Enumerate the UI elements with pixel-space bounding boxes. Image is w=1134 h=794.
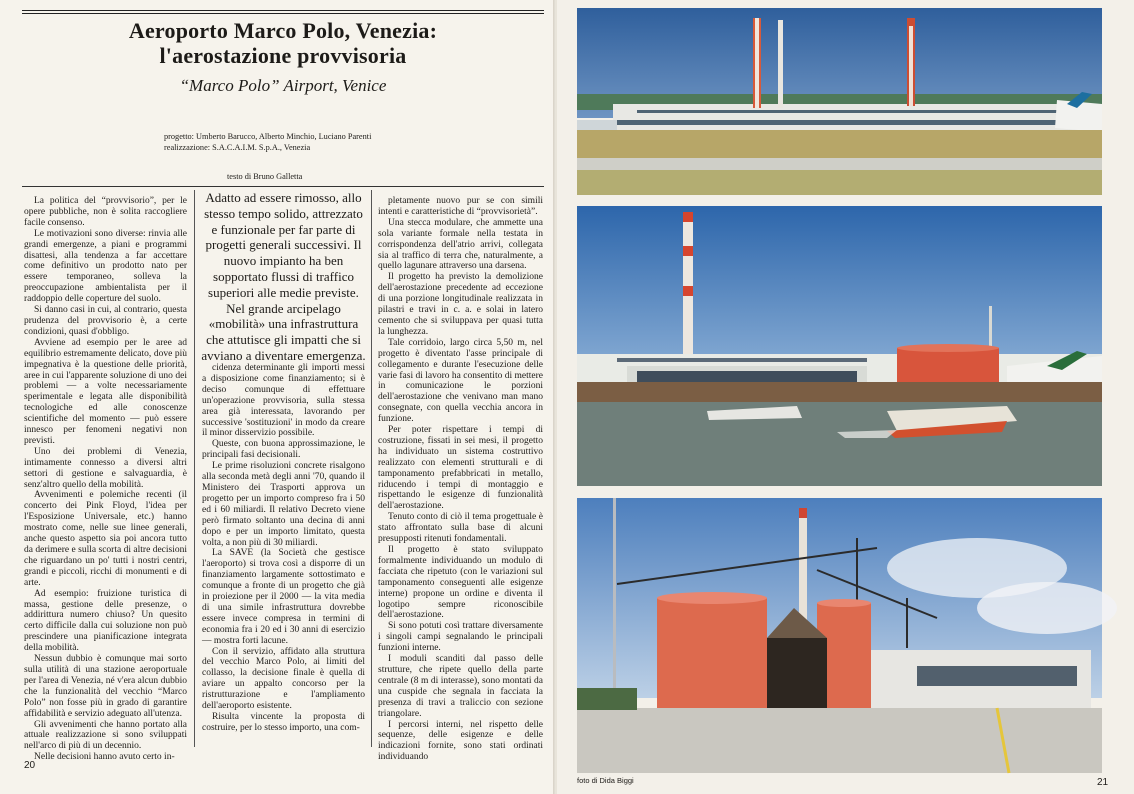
left-page xyxy=(0,0,555,794)
project-credit: progetto: Umberto Barucco, Alberto Minchio, Luciano Parenti xyxy=(164,132,372,141)
column3-paragraph: Tenuto conto di ciò il tema progettuale è stato affrontato sulla base di alcuni presupposti ritenuti fondamentali. xyxy=(378,512,543,545)
project-credits xyxy=(164,131,371,153)
column3-paragraph: pletamente nuovo pur se con simili intenti e caratteristiche di “provvisorietà”. xyxy=(378,196,543,217)
realization-credit: realizzazione: S.A.C.A.I.M. S.p.A., Venezia xyxy=(164,143,311,152)
column3-paragraph: I percorsi interni, nel rispetto delle sequenze, delle esigenze e delle indicazioni fornite, sono stati ordinati individuando xyxy=(378,719,543,763)
column2-paragraph: Risulta vincente la proposta di costruire, per lo stesso importo, una com- xyxy=(202,712,365,733)
column2-paragraph: Le prime risoluzioni concrete risalgono alla seconda metà degli anni '70, quando il Ministero dei Trasporti approva un progetto per un importo compreso fra i 50 ed i 60 miliardi. Il relativo Decreto viene però firmato soltanto una decina di anni dopo e per un importo limitato, questa volta, a non più di 30 miliardi. xyxy=(202,461,365,548)
column3-paragraph: Una stecca modulare, che ammette una sola variante formale nella testata in corrispondenza dell'atrio arrivi, collegata sia al traffico di terra che, naturalmente, a quello lagunare attraverso una darsena. xyxy=(378,217,543,272)
column1-paragraph: Si danno casi in cui, al contrario, questa prudenza del provvisorio è, a certe condizioni, quasi d'obbligo. xyxy=(24,305,187,337)
text-column-2 xyxy=(202,363,365,746)
column-rule-1 xyxy=(194,190,195,747)
author-credit: testo di Bruno Galletta xyxy=(227,172,303,181)
column1-paragraph: Gli avvenimenti che hanno portato alla attuale realizzazione si sono sviluppati nell'arco di più di un decennio. xyxy=(24,719,187,752)
top-rule-thin xyxy=(22,13,544,14)
column1-paragraph: Ad esempio: fruizione turistica di massa, gestione delle presenze, o addirittura numero chiuso? Un quesito certo difficile dalla cui soluzione non può prescindere una pianificazione integrata della mobilità. xyxy=(24,588,187,654)
article-subtitle: “Marco Polo” Airport, Venice xyxy=(179,76,387,95)
text-column-1 xyxy=(24,196,187,763)
column3-paragraph: Si sono potuti così trattare diversamente i singoli campi segnalando le principali funzioni interne. xyxy=(378,621,543,654)
pull-quote: Adatto ad essere rimosso, allo stesso tempo solido, attrezzato e funzionale per far parte di progetti generali successivi. Il nuovo impianto ha ben sopportato flussi di traffico superiori alle medie previste. Nel grande arcipelago «mobilità» una infrastruttura che attutisce gli impatti che si avviano a diventare emergenza. xyxy=(201,190,366,363)
column1-paragraph: Nelle decisioni hanno avuto certo in- xyxy=(34,752,175,763)
column3-paragraph: I moduli scanditi dal passo delle strutture, che ripete quello della parte centrale (8 m di interasse), sono montati da una cuspide che segnala in facciata la presenza di travi a traliccio con sezione triangolare. xyxy=(378,654,543,719)
column1-paragraph: Uno dei problemi di Venezia, intimamente connesso a diversi altri settori di gestione e salvaguardia, è senz'altro quello della mobilità. xyxy=(24,446,187,490)
photo-terminal-lagoon xyxy=(577,206,1102,486)
photo-terminal-airfield xyxy=(577,8,1102,195)
text-column-3 xyxy=(378,196,543,763)
column1-paragraph: La politica del “provvisorio”, per le opere pubbliche, non è solita raccogliere facile consenso. xyxy=(24,196,187,228)
column3-paragraph: Il progetto ha previsto la demolizione dell'aerostazione precedente ad eccezione di una porzione longitudinale realizzata in pilastri e travi in c. a. e solai in latero cemento che si sviluppava per quasi tutta la lunghezza. xyxy=(378,272,543,337)
photo-credit: foto di Dida Biggi xyxy=(577,776,634,785)
title-line-2: l'aerostazione provvisoria xyxy=(159,43,407,68)
photo-terminal-entrance xyxy=(577,498,1102,773)
column1-paragraph: Avviene ad esempio per le aree ad equilibrio estremamente delicato, dove più impegnativa è la questione delle priorità, aree in cui l'apparente soluzione di uno dei problemi — a volte necessariamente sperimentale e legata alle disponibilità tecnologiche ed alle conoscenze scientifiche del momento — può essere innesco per fenomeni negativi non previsti. xyxy=(24,337,187,446)
column1-paragraph: Le motivazioni sono diverse: rinvia alle grandi emergenze, a piani e programmi disattesi, alla tendenza a far accettare come definitivo un prodotto nato per essere temporaneo, solleva la preoccupazione ambientalista per il raddoppio delle coperture del suolo. xyxy=(24,228,187,305)
title-line-1: Aeroporto Marco Polo, Venezia: xyxy=(128,18,438,43)
column3-paragraph: Il progetto è stato sviluppato formalmente individuando un modulo di facciata che ripetuto (con le variazioni sul tamponamento conseguenti alle esigenze interne) propone un ordine e diventa il logotipo sempre riconoscibile dell'aerostazione. xyxy=(378,545,543,621)
column3-paragraph: Tale corridoio, largo circa 5,50 m, nel progetto è diventato l'asse principale di collegamento e durante l'esecuzione delle varie fasi di lavoro ha consentito di mettere in comunicazione le porzioni dell'aerostazione che venivano man mano consegnate, con quella vecchia ancora in funzione. xyxy=(378,337,543,425)
top-rule xyxy=(22,10,544,11)
column3-paragraph: Per poter rispettare i tempi di costruzione, fissati in sei mesi, il progetto ha individuato un sistema costruttivo realizzato con elementi strutturali e di tamponamento prefabbricati in metallo, riducendo i tempi di montaggio e rispettando le esigenze di funzionalità dell'aerostazione. xyxy=(378,425,543,512)
article-title xyxy=(22,18,544,68)
column2-paragraph: Queste, con buona approssimazione, le principali fasi decisionali. xyxy=(202,439,365,461)
page-number-left: 20 xyxy=(24,760,36,771)
section-rule xyxy=(22,186,544,187)
right-page xyxy=(557,0,1134,794)
column2-paragraph: Con il servizio, affidato alla struttura del vecchio Marco Polo, ai limiti del collasso, la decisione finale è quella di aviare un appalto concorso per la ristrutturazione e l'ampliamento dell'aeroporto esistente. xyxy=(202,646,365,712)
column-rule-2 xyxy=(371,190,372,747)
column1-paragraph: Nessun dubbio è comunque mai sorto sulla utilità di una stazione aeroportuale per l'area di Venezia, né v'era alcun dubbio che la funzionalità del vecchio “Marco Polo” non fosse più in grado di garantire affidabilità e servizio adeguato all'utenza. xyxy=(24,654,187,719)
column2-paragraph: cidenza determinante gli importi messi a disposizione come finanziamento; si è deciso comunque di effettuare un'operazione provvisoria, sulla stessa area già interessata, lavorando per successive 'sostituzioni' in modo da creare il minor disservizio possibile. xyxy=(202,363,365,439)
column2-paragraph: La SAVE (la Società che gestisce l'aeroporto) si trova così a disporre di un finanziamento largamente sottostimato e comunque a fronte di un progetto che già in proiezione per il 2000 — la vita media di una simile infrastruttura dovrebbe essere invece compresa in termini di economia fra i 20 ed i 30 anni di esercizio — mostra forti lacune. xyxy=(202,548,365,646)
column1-paragraph: Avvenimenti e polemiche recenti (il concerto dei Pink Floyd, l'idea per l'Esposizione Universale, etc.) hanno mostrato come, nelle sue linee generali, anche questo aspetto sia poi ancora tutto da derimere e sulla scorta di altre decisioni che riguardano un po' tutti i nostri centri, grandi e piccoli, ricchi di monumenti e di arte. xyxy=(24,490,187,588)
page-number-right: 21 xyxy=(1097,777,1109,788)
